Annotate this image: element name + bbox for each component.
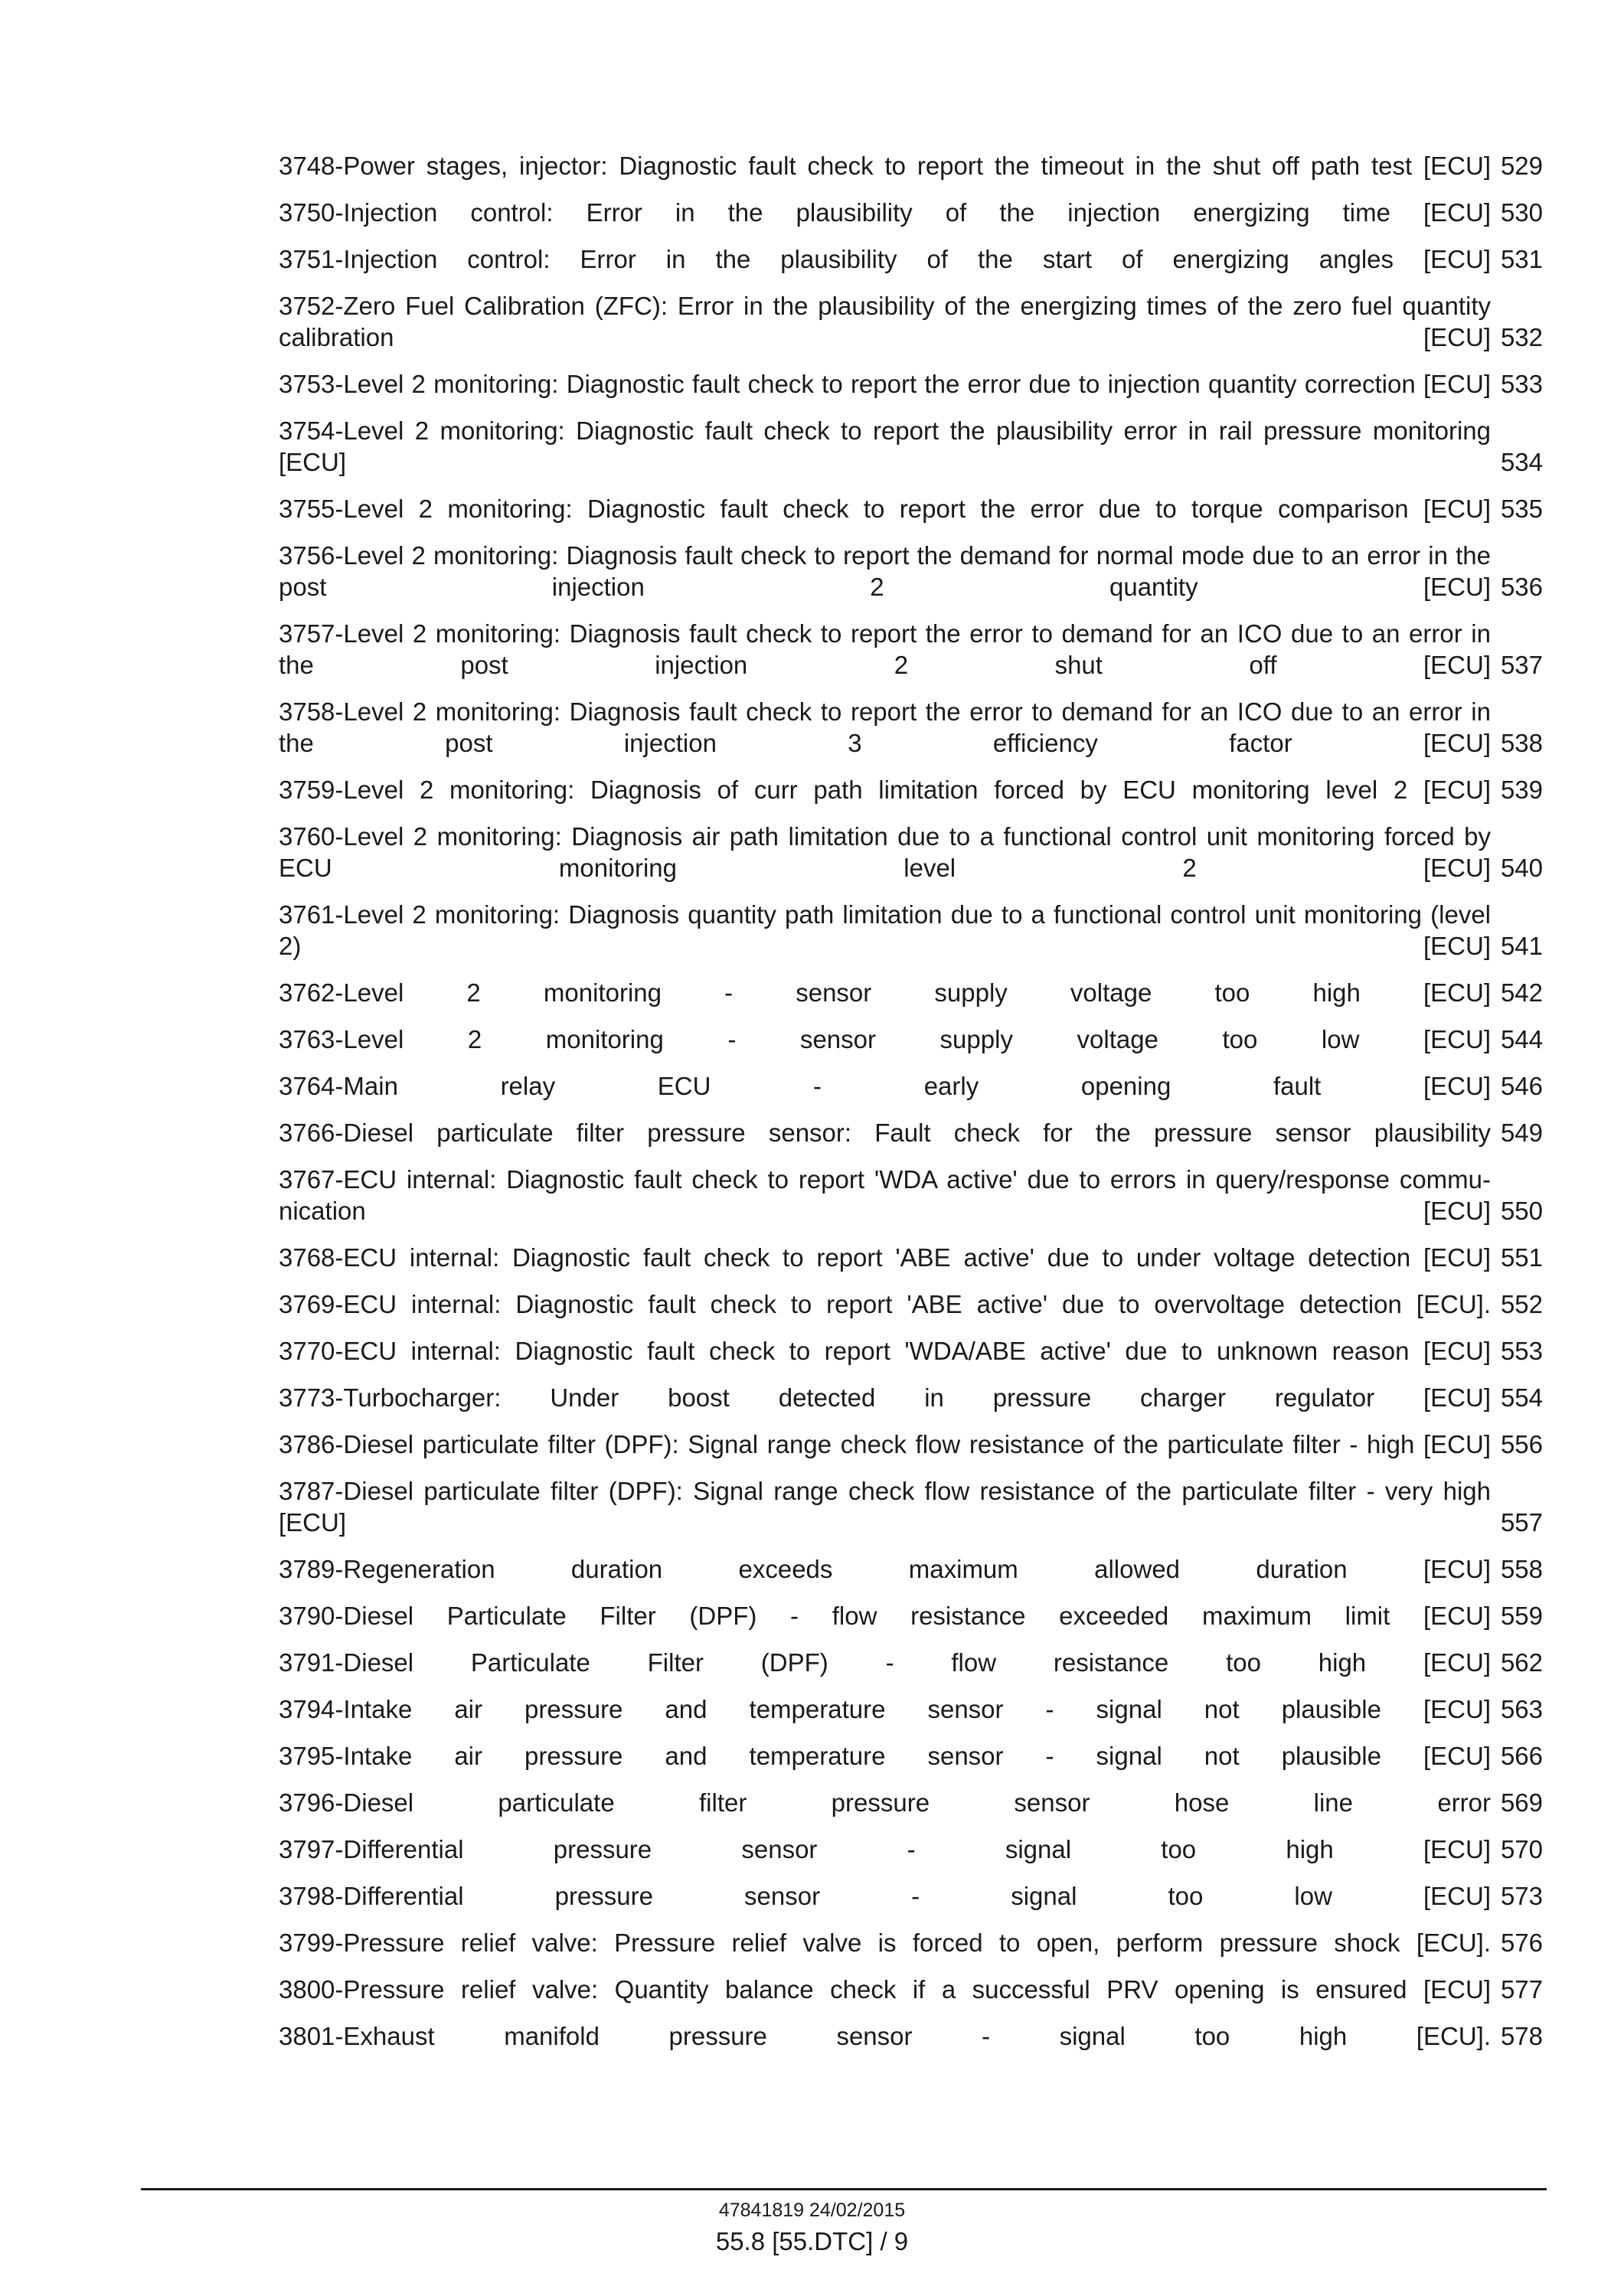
toc-entry-title: 3748-Power stages, injector: Diagnostic fault check to report the timeout in the shut off path test [ECU] xyxy=(279,152,1491,180)
toc-entry[interactable] xyxy=(279,1740,1543,1772)
toc-entry-page: 566 xyxy=(1496,1740,1543,1772)
toc-entry-title: 3787-Diesel particulate filter (DPF): Signal range check flow resistance of the particulate filter - very high [ECU] xyxy=(279,1477,1491,1537)
toc-entry-title: 3759-Level 2 monitoring: Diagnosis of curr path limitation forced by ECU monitoring level 2 [ECU] xyxy=(279,776,1491,804)
toc-entry-page: 551 xyxy=(1496,1242,1543,1273)
toc-entry[interactable] xyxy=(279,368,1543,400)
toc-entry[interactable] xyxy=(279,696,1543,759)
toc-entry[interactable] xyxy=(279,1693,1543,1725)
toc-entry[interactable] xyxy=(279,1927,1543,1958)
toc-entry[interactable] xyxy=(279,1880,1543,1912)
toc-entry-title: 3800-Pressure relief valve: Quantity balance check if a successful PRV opening is ensured [ECU] xyxy=(279,1975,1491,2004)
toc-entry[interactable] xyxy=(279,1429,1543,1460)
toc-entry-page: 541 xyxy=(1496,930,1543,962)
toc-entry-title: 3786-Diesel particulate filter (DPF): Signal range check flow resistance of the particulate filter - high [ECU] xyxy=(279,1430,1491,1458)
toc-entry-title: 3797-Differential pressure sensor - signal too high [ECU] xyxy=(279,1835,1491,1863)
toc-entry[interactable] xyxy=(279,1335,1543,1367)
toc-entry-title: 3752-Zero Fuel Calibration (ZFC): Error in the plausibility of the energizing times of the zero fuel quantity calibration [ECU] xyxy=(279,292,1491,351)
toc-entry-title: 3756-Level 2 monitoring: Diagnosis fault check to report the demand for normal mode due to an error in the post injection 2 quantity [ECU] xyxy=(279,541,1491,601)
toc-entry-page: 562 xyxy=(1496,1647,1543,1678)
toc-entry[interactable] xyxy=(279,415,1543,478)
toc-entry-page: 537 xyxy=(1496,649,1543,681)
toc-entry[interactable] xyxy=(279,1974,1543,2005)
toc-entry-title: 3799-Pressure relief valve: Pressure relief valve is forced to open, perform pressure shock [ECU]. xyxy=(279,1929,1491,1957)
toc-entry-title: 3791-Diesel Particulate Filter (DPF) - flow resistance too high [ECU] xyxy=(279,1648,1491,1677)
toc-entry-page: 538 xyxy=(1496,727,1543,759)
toc-entry-title: 3762-Level 2 monitoring - sensor supply voltage too high [ECU] xyxy=(279,978,1491,1007)
toc-entry-page: 554 xyxy=(1496,1382,1543,1413)
toc-entry-page: 573 xyxy=(1496,1880,1543,1912)
toc-entry-page: 529 xyxy=(1496,150,1543,181)
toc-entry-title: 3760-Level 2 monitoring: Diagnosis air path limitation due to a functional control unit monitoring forced by ECU monitoring level 2 [ECU] xyxy=(279,822,1491,882)
toc-entry[interactable] xyxy=(279,290,1543,353)
toc-entry-title: 3757-Level 2 monitoring: Diagnosis fault check to report the error to demand for an ICO due to an error in the post injection 2 shut off [ECU] xyxy=(279,619,1491,679)
toc-entry[interactable] xyxy=(279,1475,1543,1538)
toc-entry-title: 3755-Level 2 monitoring: Diagnostic fault check to report the error due to torque comparison [ECU] xyxy=(279,495,1491,523)
toc-entry[interactable] xyxy=(279,1553,1543,1585)
toc-entry-title: 3751-Injection control: Error in the plausibility of the start of energizing angles [ECU] xyxy=(279,245,1491,273)
toc-entry[interactable] xyxy=(279,899,1543,962)
toc-entry-title: 3796-Diesel particulate filter pressure sensor hose line error xyxy=(279,1788,1491,1817)
toc-entry-page: 570 xyxy=(1496,1834,1543,1865)
toc-entry[interactable] xyxy=(279,1834,1543,1865)
toc-entry-page: 569 xyxy=(1496,1787,1543,1818)
toc-entry[interactable] xyxy=(279,1382,1543,1413)
toc-entry-page: 552 xyxy=(1496,1288,1543,1320)
toc-entry[interactable] xyxy=(279,493,1543,524)
toc-entry[interactable] xyxy=(279,1288,1543,1320)
toc-entry-page: 578 xyxy=(1496,2020,1543,2052)
toc-entry-title: 3794-Intake air pressure and temperature sensor - signal not plausible [ECU] xyxy=(279,1695,1491,1723)
toc-entry-title: 3767-ECU internal: Diagnostic fault check to report 'WDA active' due to errors in query/response commu- nication [ECU] xyxy=(279,1165,1491,1225)
toc-entry-page: 576 xyxy=(1496,1927,1543,1958)
toc-entry-title: 3758-Level 2 monitoring: Diagnosis fault check to report the error to demand for an ICO due to an error in the post injection 3 efficiency factor [ECU] xyxy=(279,697,1491,757)
toc-entry[interactable] xyxy=(279,821,1543,883)
toc-entry-page: 532 xyxy=(1496,322,1543,353)
toc-entry-title: 3798-Differential pressure sensor - signal too low [ECU] xyxy=(279,1882,1491,1910)
toc-entry-title: 3768-ECU internal: Diagnostic fault check to report 'ABE active' due to under voltage detection [ECU] xyxy=(279,1243,1491,1272)
toc-entry-page: 539 xyxy=(1496,774,1543,805)
toc-entry-title: 3770-ECU internal: Diagnostic fault check to report 'WDA/ABE active' due to unknown reason [ECU] xyxy=(279,1337,1491,1365)
toc-entry[interactable] xyxy=(279,977,1543,1008)
toc-entry[interactable] xyxy=(279,1164,1543,1226)
toc-entry-page: 563 xyxy=(1496,1693,1543,1725)
toc-entry[interactable] xyxy=(279,1242,1543,1273)
toc-entry-title: 3763-Level 2 monitoring - sensor supply voltage too low [ECU] xyxy=(279,1025,1491,1053)
toc-entry-page: 535 xyxy=(1496,493,1543,524)
footer-divider xyxy=(141,2188,1547,2190)
toc-entry-page: 536 xyxy=(1496,571,1543,603)
toc-entry-title: 3750-Injection control: Error in the plausibility of the injection energizing time [ECU] xyxy=(279,198,1491,227)
toc-entry[interactable] xyxy=(279,2020,1543,2052)
toc-entry-page: 549 xyxy=(1496,1117,1543,1148)
toc-entry-page: 550 xyxy=(1496,1195,1543,1226)
page-number: 55.8 [55.DTC] / 9 xyxy=(715,2227,909,2255)
toc-entry-title: 3754-Level 2 monitoring: Diagnostic fault check to report the plausibility error in rail pressure monitoring [ECU] xyxy=(279,416,1491,476)
toc-entry-title: 3766-Diesel particulate filter pressure sensor: Fault check for the pressure sensor plausibility xyxy=(279,1119,1491,1147)
toc-entry-page: 556 xyxy=(1496,1429,1543,1460)
toc-entry-page: 559 xyxy=(1496,1600,1543,1631)
toc-entry-title: 3795-Intake air pressure and temperature sensor - signal not plausible [ECU] xyxy=(279,1742,1491,1770)
toc-entry-title: 3773-Turbocharger: Under boost detected in pressure charger regulator [ECU] xyxy=(279,1383,1491,1412)
toc-entry[interactable] xyxy=(279,197,1543,228)
toc-entry[interactable] xyxy=(279,1117,1543,1148)
toc-entry-page: 531 xyxy=(1496,243,1543,275)
document-reference: 47841819 24/02/2015 xyxy=(718,2200,906,2221)
toc-entry-page: 534 xyxy=(1496,446,1543,478)
toc-entry[interactable] xyxy=(279,1787,1543,1818)
toc-entry-title: 3789-Regeneration duration exceeds maximum allowed duration [ECU] xyxy=(279,1555,1491,1583)
toc-entry-title: 3753-Level 2 monitoring: Diagnostic fault check to report the error due to injection quantity correction [ECU] xyxy=(279,370,1491,398)
toc-entry-page: 553 xyxy=(1496,1335,1543,1367)
toc-entry[interactable] xyxy=(279,1647,1543,1678)
toc-entry-page: 558 xyxy=(1496,1553,1543,1585)
toc-entry-page: 533 xyxy=(1496,368,1543,400)
toc-entry[interactable] xyxy=(279,1070,1543,1102)
toc-entry-page: 546 xyxy=(1496,1070,1543,1102)
toc-entry-page: 544 xyxy=(1496,1024,1543,1055)
toc-entry-page: 530 xyxy=(1496,197,1543,228)
toc-entry[interactable] xyxy=(279,618,1543,681)
toc-entry-page: 577 xyxy=(1496,1974,1543,2005)
toc-entry[interactable] xyxy=(279,1600,1543,1631)
toc-entry-title: 3801-Exhaust manifold pressure sensor - signal too high [ECU]. xyxy=(279,2022,1491,2050)
toc-entry[interactable] xyxy=(279,1024,1543,1055)
toc-entry-page: 542 xyxy=(1496,977,1543,1008)
toc-entry-page: 557 xyxy=(1496,1507,1543,1538)
toc-entry-title: 3764-Main relay ECU - early opening fault [ECU] xyxy=(279,1072,1491,1100)
toc-entry[interactable] xyxy=(279,150,1543,181)
toc-entry[interactable] xyxy=(279,774,1543,805)
toc-entry-page: 540 xyxy=(1496,852,1543,883)
toc-entry-title: 3790-Diesel Particulate Filter (DPF) - flow resistance exceeded maximum limit [ECU] xyxy=(279,1602,1491,1630)
toc-entry-title: 3761-Level 2 monitoring: Diagnosis quantity path limitation due to a functional control unit monitoring (level 2) [ECU] xyxy=(279,900,1491,960)
toc-entry[interactable] xyxy=(279,540,1543,603)
table-of-contents xyxy=(279,150,1543,2067)
toc-entry-title: 3769-ECU internal: Diagnostic fault check to report 'ABE active' due to overvoltage detection [ECU]. xyxy=(279,1290,1491,1318)
toc-entry[interactable] xyxy=(279,243,1543,275)
